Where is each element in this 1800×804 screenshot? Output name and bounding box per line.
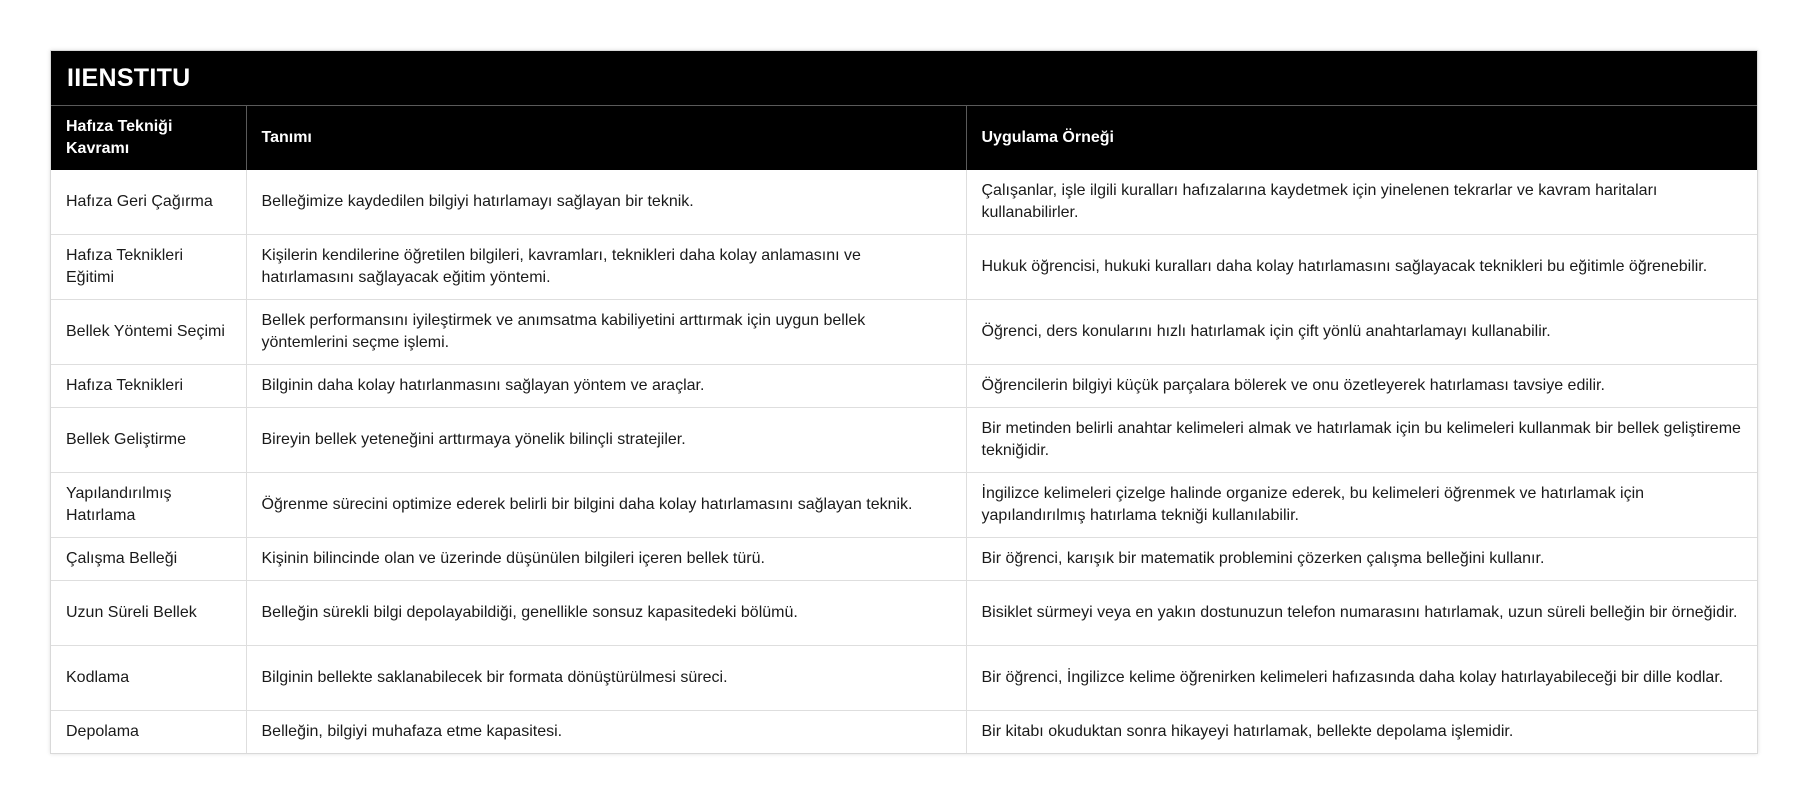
cell-example: Bir öğrenci, İngilizce kelime öğrenirken kelimeleri hafızasında daha kolay hatırlayabileceği bir dille kodlar. (966, 646, 1757, 711)
cell-example: Bir kitabı okuduktan sonra hikayeyi hatırlamak, bellekte depolama işlemidir. (981, 723, 1514, 740)
cell-definition: Bilginin bellekte saklanabilecek bir formata dönüştürülmesi süreci. (246, 646, 966, 711)
memory-techniques-table (51, 106, 1757, 753)
cell-concept: Uzun Süreli Bellek (51, 581, 246, 646)
table-row (51, 408, 1757, 473)
cell-definition: Kişilerin kendilerine öğretilen bilgileri, kavramları, teknikleri daha kolay anlamasını ve hatırlamasını sağlayacak eğitim yöntemi. (246, 235, 966, 300)
cell-example: Öğrencilerin bilgiyi küçük parçalara bölerek ve onu özetleyerek hatırlaması tavsiye edilir. (966, 365, 1757, 408)
table-row (51, 646, 1757, 711)
cell-example: Öğrenci, ders konularını hızlı hatırlamak için çift yönlü anahtarlamayı kullanabilir. (966, 300, 1757, 365)
header-definition: Tanımı (246, 106, 966, 170)
cell-example: Bir metinden belirli anahtar kelimeleri almak ve hatırlamak için bu kelimeleri kullanmak bir bellek geliştireme tekniğidir. (966, 408, 1757, 473)
cell-example: Çalışanlar, işle ilgili kuralları hafızalarına kaydetmek için yinelenen tekrarlar ve kavram haritaları kullanabilirler. (966, 170, 1757, 235)
cell-concept: Bellek Yöntemi Seçimi (51, 300, 246, 365)
cell-concept: Depolama (51, 711, 246, 754)
header-example: Uygulama Örneği (966, 106, 1757, 170)
table-row (51, 581, 1757, 646)
cell-concept: Hafıza Teknikleri Eğitimi (51, 235, 246, 300)
table-header-row (51, 106, 1757, 170)
cell-definition: Bellek performansını iyileştirmek ve anımsatma kabiliyetini arttırmak için uygun bellek yöntemlerini seçme işlemi. (246, 300, 966, 365)
cell-example: Bisiklet sürmeyi veya en yakın dostunuzun telefon numarasını hatırlamak, uzun süreli belleğin bir örneğidir. (966, 581, 1757, 646)
table-row (51, 300, 1757, 365)
table-row (51, 170, 1757, 235)
table-row (51, 473, 1757, 538)
cell-concept: Bellek Geliştirme (51, 408, 246, 473)
cell-definition: Belleğin, bilgiyi muhafaza etme kapasitesi. (246, 711, 966, 754)
cell-example: Hukuk öğrencisi, hukuki kuralları daha kolay hatırlamasını sağlayacak teknikleri bu eğitimle öğrenebilir. (966, 235, 1757, 300)
cell-example: İngilizce kelimeleri çizelge halinde organize ederek, bu kelimeleri öğrenmek ve hatırlamak için yapılandırılmış hatırlama tekniği kullanılabilir. (966, 473, 1757, 538)
header-concept: Hafıza Tekniği Kavramı (51, 106, 246, 170)
cell-definition: Kişinin bilincinde olan ve üzerinde düşünülen bilgileri içeren bellek türü. (246, 538, 966, 581)
cell-example: Bir öğrenci, karışık bir matematik problemini çözerken çalışma belleğini kullanır. (966, 538, 1757, 581)
table-row (51, 538, 1757, 581)
cell-concept: Hafıza Teknikleri (51, 365, 246, 408)
table-row (51, 711, 1757, 754)
cell-concept: Yapılandırılmış Hatırlama (51, 473, 246, 538)
cell-concept: Hafıza Geri Çağırma (51, 170, 246, 235)
cell-definition: Belleğimize kaydedilen bilgiyi hatırlamayı sağlayan bir teknik. (246, 170, 966, 235)
cell-concept: Çalışma Belleği (51, 538, 246, 581)
cell-definition: Bireyin bellek yeteneğini arttırmaya yönelik bilinçli stratejiler. (246, 408, 966, 473)
cell-concept: Kodlama (51, 646, 246, 711)
cell-definition: Belleğin sürekli bilgi depolayabildiği, genellikle sonsuz kapasitedeki bölümü. (246, 581, 966, 646)
table-row (51, 235, 1757, 300)
table-card (50, 50, 1758, 754)
cell-definition: Bilginin daha kolay hatırlanmasını sağlayan yöntem ve araçlar. (246, 365, 966, 408)
brand-title: IIENSTITU (51, 51, 1757, 106)
table-row (51, 365, 1757, 408)
cell-definition: Öğrenme sürecini optimize ederek belirli bir bilgini daha kolay hatırlamasını sağlayan teknik. (246, 473, 966, 538)
